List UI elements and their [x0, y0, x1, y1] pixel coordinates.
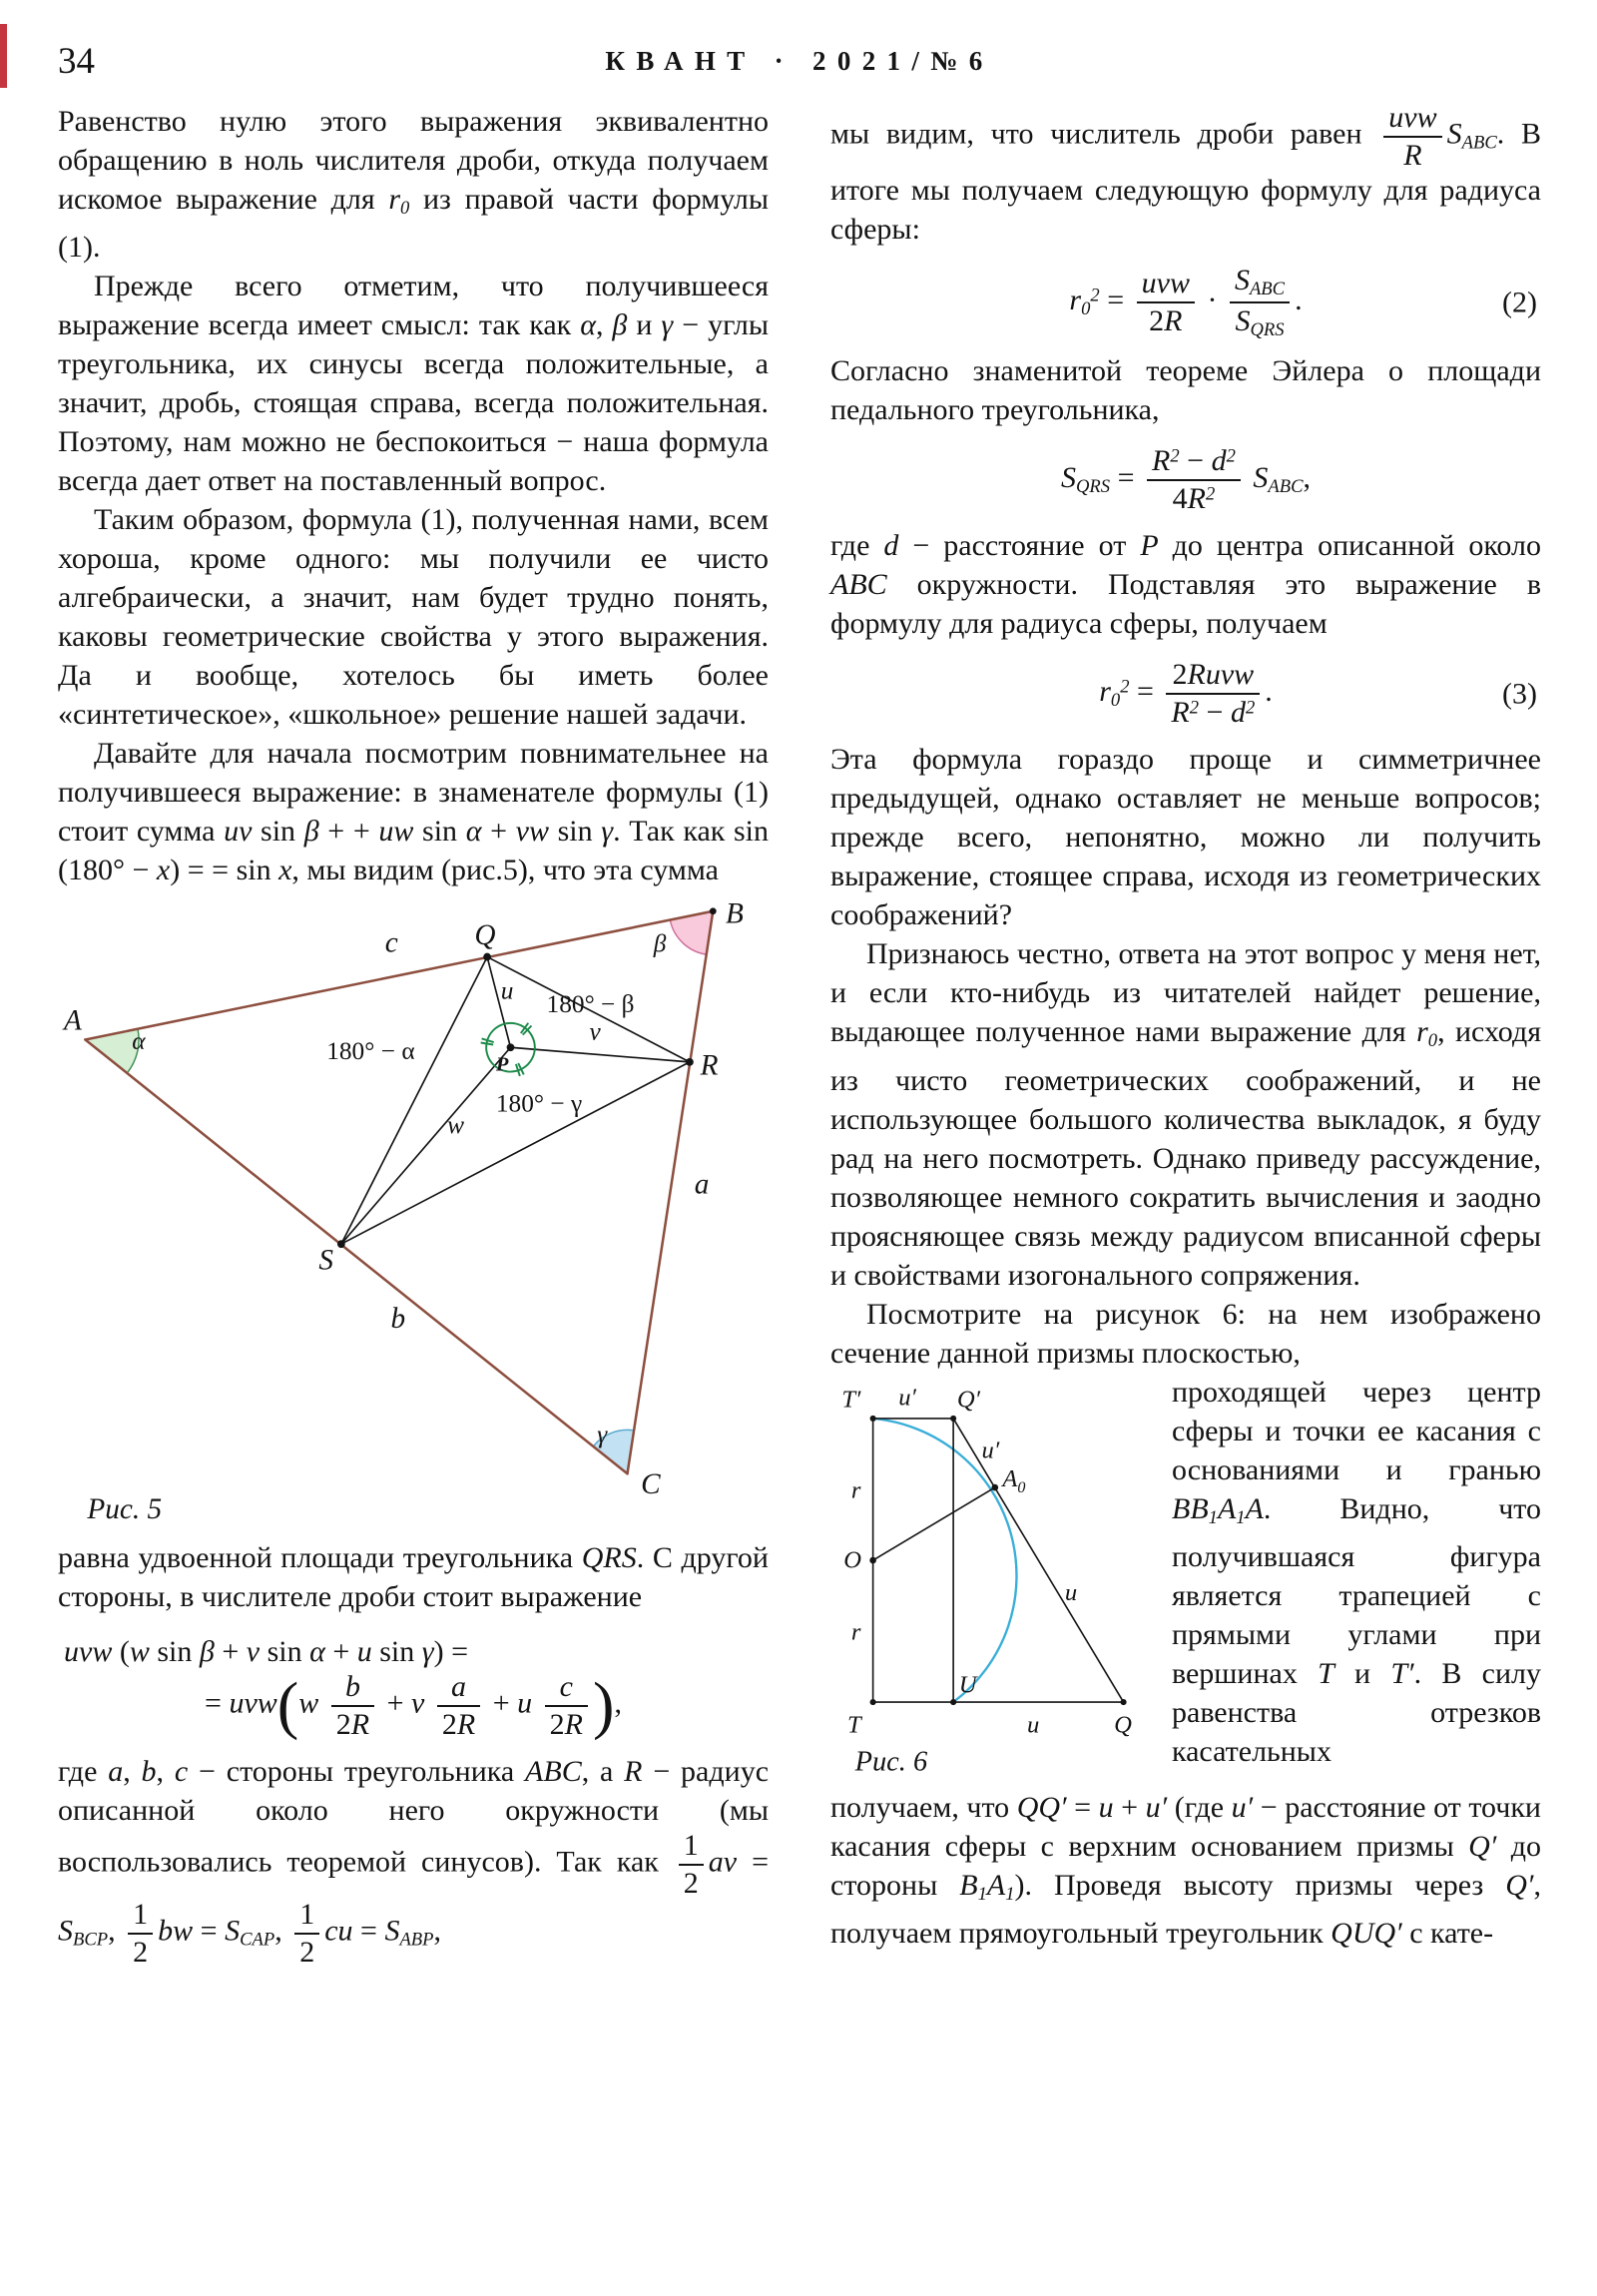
figure-5 — [58, 901, 769, 1534]
label-u-prime-top: u′ — [898, 1384, 916, 1412]
label-B: B — [725, 901, 744, 930]
label-u-side: u — [1064, 1578, 1078, 1606]
dot-B — [710, 908, 717, 915]
formula-3-body: $r_0^2$ = $\frac{\text{2Ruvw}}{R^2 - d^2}$ . — [1099, 658, 1273, 729]
dot-U — [950, 1699, 956, 1705]
label-S: S — [318, 1244, 334, 1277]
arc-tick — [481, 1043, 494, 1045]
left-column — [58, 102, 769, 1968]
para-figure6-description: проходящей через центр сферы и точки ее касания с основаниями и гранью $BB_1A_1A$. Видно, что получившаяся фигура является трапецией с прямыми углами при вершинах T и T′. В силу равенства отрезков касательных — [1172, 1375, 1541, 1768]
formula-2 — [830, 265, 1541, 339]
dot-T-prime — [870, 1416, 876, 1422]
figure-6 — [830, 1381, 1152, 1786]
figure6-wrap-zone — [830, 1373, 1541, 1953]
dot-P — [507, 1044, 515, 1052]
formula-euler — [830, 445, 1541, 514]
para-honest-confession: Признаюсь честно, ответа на этот вопрос у меня нет, и если кто-нибудь из читателей найдет решение, выдающее полученное нами выражение для $r_0$, исходя из чисто геометрических соображений, и не использующее большого количества выкладок, я буду рад на него посмотреть. Однако приведу рассуждение, позволяющее немного сократить вычисления и заодно проясняющее связь между радиусом вписанной сферы и свойствами изогонального сопряжения. — [830, 937, 1542, 1292]
side-AB — [85, 911, 713, 1040]
label-P: P — [495, 1053, 509, 1076]
para-simpler-formula: Эта формула гораздо проще и симметричнее предыдущей, однако оставляет не меньше вопросов; прежде всего, непонятно, можно ли получить выражение, стоящее справа, исходя из геометрических соображений? — [830, 743, 1541, 932]
edge-slant — [953, 1419, 1123, 1702]
label-side-c: c — [384, 926, 398, 959]
label-R: R — [700, 1049, 719, 1082]
dot-S — [337, 1241, 345, 1249]
label-u-prime-side: u′ — [981, 1436, 1000, 1464]
label-angle-alpha: 180° − α — [326, 1037, 415, 1066]
para-sides-and-areas: где a, b, c − стороны треугольника ABC, а R − радиус описанной около него окружности (мы воспользовались теоремой синусов). Так как $\frac{1}{2}$ av = $S_{BCP}$, $\frac{1}{2}$ bw = $S_{CAP}$, $\frac{1}{2}$ cu = $S_{ABP}$, — [58, 1755, 770, 1969]
dot-A0 — [991, 1483, 998, 1490]
formula-line-2: = uvw(w $\frac{b}{2R}$ + v $\frac{a}{2R}$ + u $\frac{c}{2R}$ ), — [205, 1669, 622, 1741]
label-A: A — [63, 1004, 82, 1037]
label-U: U — [958, 1671, 977, 1699]
dot-R — [686, 1058, 694, 1066]
journal-title: КВАНТ · 2021/№6 — [605, 46, 994, 76]
angle-alpha-wedge — [85, 1029, 139, 1073]
label-angle-gamma: 180° − γ — [495, 1089, 583, 1118]
label-side-a: a — [694, 1168, 710, 1201]
two-column-layout — [58, 102, 1541, 1968]
para-tangent-segments: получаем, что QQ′ = u + u′ (где u′ − расстояние от точки касания сферы с верхним основанием призмы Q′ до стороны $B_1A_1$). Проведя высоту призмы через Q′, получаем прямоугольный треугольник QUQ′ с кате- — [830, 1790, 1542, 1950]
formula-line-1: uvw (w sin β + v sin α + u sin γ) = — [64, 1635, 469, 1669]
label-O: O — [843, 1546, 862, 1574]
label-side-b: b — [390, 1303, 406, 1336]
para-denominator-sum: Давайте для начала посмотрим повнимательнее на получившееся выражение: в знаменателе формулы (1) стоит сумма uv sin β + + uw sin α + vw sin γ. Так как sin (180° − x) = = sin x, мы видим (рис.5), что эта сумма — [58, 737, 769, 887]
label-u-bottom: u — [1026, 1711, 1040, 1739]
dot-O — [869, 1556, 876, 1563]
para-numerator-value: мы видим, что числитель дроби равен $\frac{\text{uvw}}{R}$ $S_{ABC}$. В итоге мы получаем следующую формулу для радиуса сферы: — [830, 101, 1541, 246]
para-algebraic-remark: Таким образом, формула (1), полученная нами, всем хороша, кроме одного: мы получили ее чисто алгебраически, а значит, нам будет трудно понять, каковы геометрические свойства у этого выражения. Да и вообще, хотелось бы иметь более «синтетическое», «школьное» решение нашей задачи. — [58, 503, 769, 732]
figure-6-labels — [841, 1384, 1132, 1775]
label-T-prime: T′ — [841, 1386, 861, 1414]
dot-Q — [483, 953, 491, 961]
fig5-caption: Рис. 5 — [87, 1493, 163, 1525]
figure-5-labels — [62, 901, 744, 1524]
label-C: C — [641, 1468, 661, 1501]
label-A0: $A_0$ — [1002, 1464, 1026, 1496]
formula-2-body: $r_0^2$ = $\frac{\text{uvw}}{2R}$ · $\frac{S_{ABC}}{S_{QRS}}$ . — [1069, 264, 1303, 340]
formula-euler-body: $S_{QRS}$ = $\frac{R^2 - d^2}{4R^2}$ $S_{ABC}$, — [1061, 444, 1311, 515]
para-double-area: равна удвоенной площади треугольника QRS. С другой стороны, в числителе дроби стоит выражение — [58, 1541, 769, 1614]
fig6-caption: Рис. 6 — [854, 1745, 928, 1776]
page-number: 34 — [58, 41, 95, 82]
formula-3-number: (3) — [1502, 677, 1537, 711]
label-gamma: γ — [597, 1421, 608, 1449]
para-r0-expression: Равенство нулю этого выражения эквивалентно обращению в ноль числителя дроби, откуда получаем искомое выражение для $r_0$ из правой части формулы (1). — [58, 105, 770, 265]
label-v: v — [589, 1017, 601, 1046]
label-beta: β — [653, 929, 667, 958]
label-Q: Q — [474, 919, 496, 952]
label-u: u — [500, 976, 514, 1005]
label-T: T — [847, 1711, 861, 1739]
label-r-upper: r — [850, 1476, 861, 1504]
page-header — [58, 30, 1541, 102]
para-euler-theorem: Согласно знаменитой теореме Эйлера о площади педального треугольника, — [830, 354, 1541, 427]
para-formula-always-valid: Прежде всего отметим, что получившееся выражение всегда имеет смысл: так как α, β и γ − углы треугольника, их синусы всегда положительные, а значит, дробь, стоящая справа, всегда положительная. Поэтому, нам можно не беспокоиться − наша формула всегда дает ответ на поставленный вопрос. — [58, 270, 770, 498]
para-distance-d: где d − расстояние от P до центра описанной около ABC окружности. Подставляя это выражение в формулу для радиуса сферы, получаем — [830, 529, 1541, 641]
spine-mark — [0, 24, 7, 88]
label-w: w — [447, 1111, 465, 1140]
label-alpha: α — [132, 1027, 146, 1056]
segment-PR — [511, 1047, 690, 1062]
formula-2-number: (2) — [1502, 286, 1537, 319]
right-column — [830, 102, 1541, 1968]
label-Q-prime: Q′ — [956, 1386, 981, 1414]
radius-OA0 — [873, 1487, 995, 1560]
formula-3 — [830, 659, 1541, 728]
formula-numerator-expansion — [58, 1632, 769, 1740]
dot-Q-prime — [950, 1416, 956, 1422]
para-figure6-intro: Посмотрите на рисунок 6: на нем изображено сечение данной призмы плоскостью, — [830, 1297, 1541, 1370]
dot-T — [870, 1699, 876, 1705]
figure-5-drawing — [58, 901, 769, 1524]
label-Q: Q — [1114, 1711, 1132, 1739]
dot-Q — [1121, 1699, 1127, 1705]
figure-6-drawing — [830, 1381, 1152, 1776]
label-r-lower: r — [850, 1618, 861, 1646]
label-angle-beta: 180° − β — [546, 990, 635, 1019]
